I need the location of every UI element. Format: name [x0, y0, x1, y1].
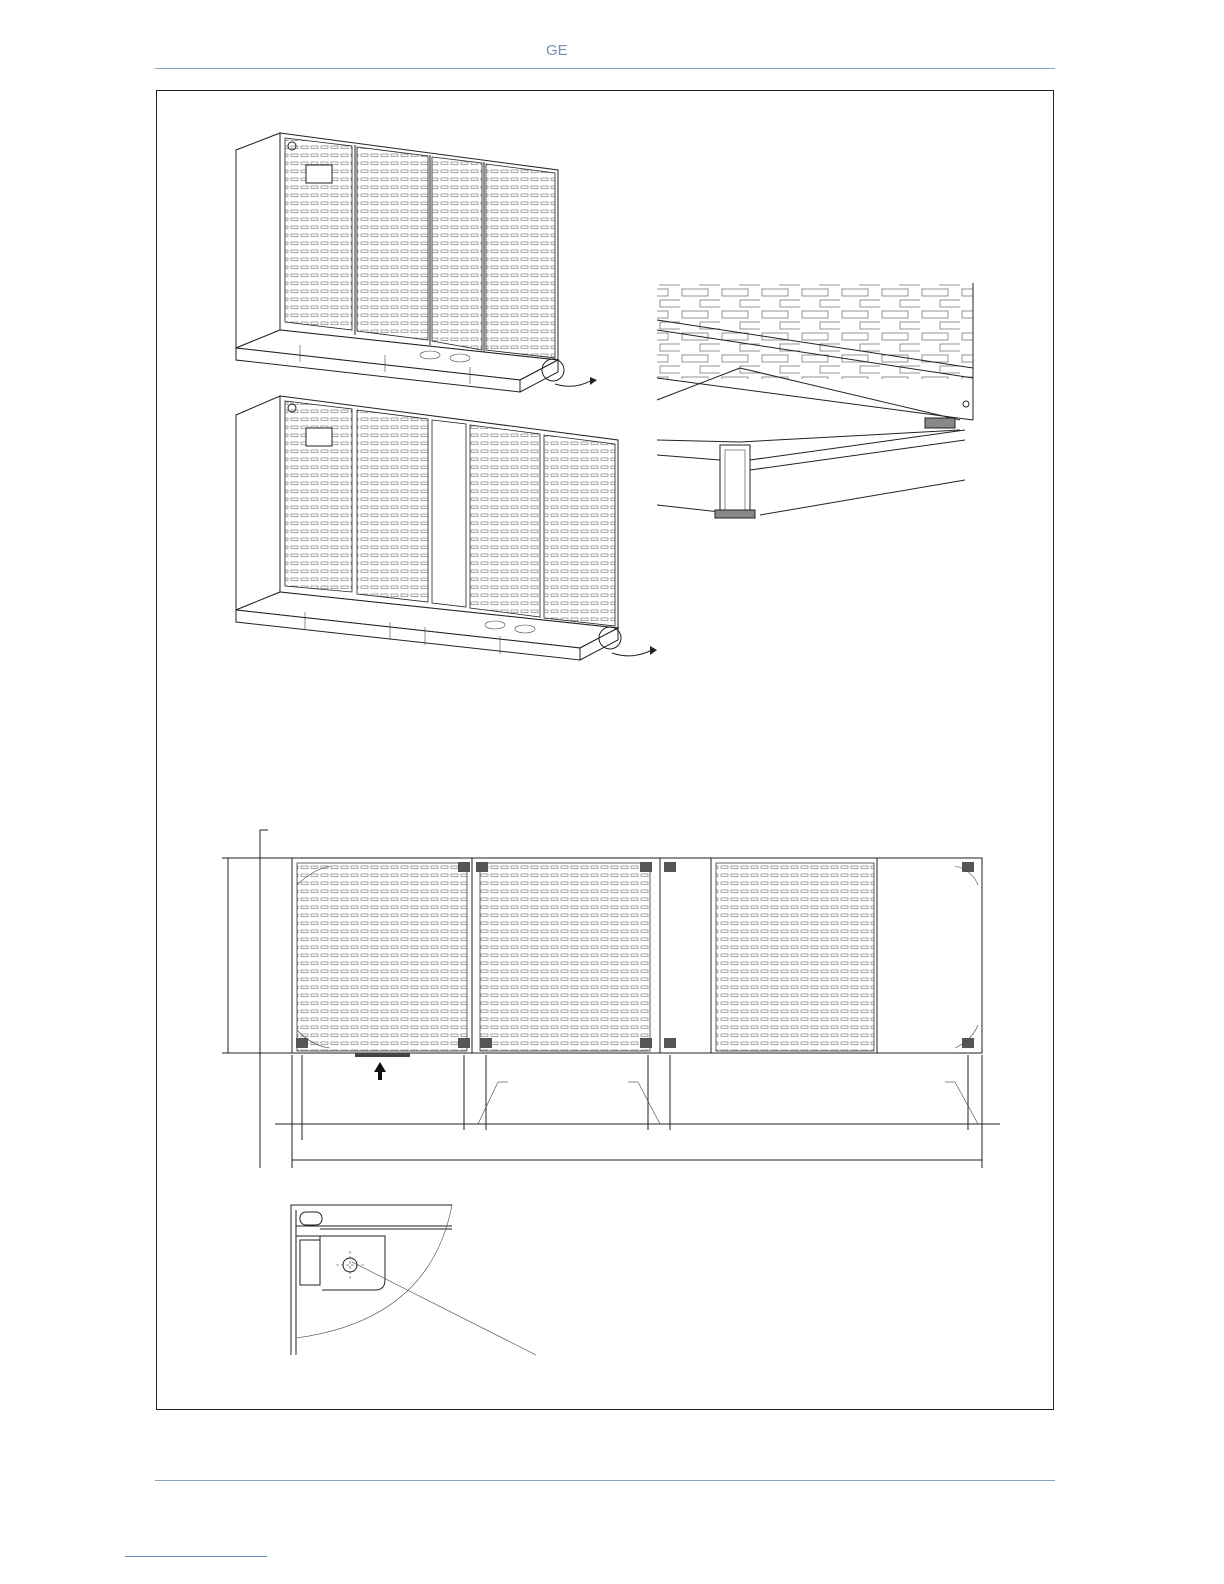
- footer-rule: [155, 1480, 1055, 1481]
- footer-link-underline[interactable]: [125, 1556, 267, 1557]
- top-view-dimension-drawing: [222, 830, 1000, 1168]
- base-frame-detail: [657, 283, 973, 518]
- cabinet-4-module-isometric: [236, 133, 597, 392]
- cabinet-5-module-isometric: [236, 396, 657, 660]
- corner-anchor-detail: [291, 1205, 536, 1355]
- header-brand: GE: [546, 42, 568, 59]
